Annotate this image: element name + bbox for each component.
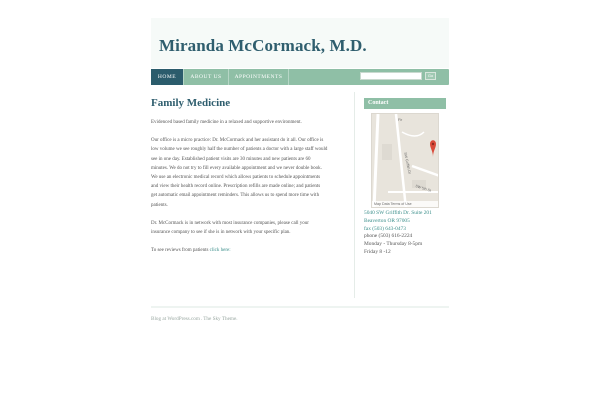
nav-item-home[interactable]: HOME [151,69,184,85]
reviews-paragraph: To see reviews from patients click here: [151,248,231,254]
hours-friday: Friday 8 -12 [364,248,391,255]
sidebar [364,98,446,257]
fax-number[interactable]: fax (503) 643-0473 [364,225,406,232]
address-line-2[interactable]: Beaverton OR 97005 [364,217,410,224]
search-input[interactable] [360,72,422,80]
address-line-1[interactable]: 5040 SW Griffith Dr. Suite 201 [364,210,432,216]
map-street-label-5th: SW 5th St [414,184,432,193]
phone-number: phone (503) 616-2224 [364,233,413,240]
insurance-paragraph: Dr. McCormack is in network with most insurance companies, please call your insurance company to see if she is in network with your specific plan. [151,220,309,236]
reviews-link[interactable]: click here: [209,248,231,254]
footer-theme-link[interactable]: The Sky Theme. [203,316,238,322]
sidebar-title-contact: Contact [364,98,446,109]
intro-paragraph: Evidenced based family medicine in a relaxed and supportive environment. [151,120,302,125]
nav-item-appointments[interactable]: APPOINTMENTS [229,69,289,85]
search-button[interactable]: Go [425,72,436,80]
hours-weekday: Monday - Thursday 8-5pm [364,241,423,248]
footer-divider [151,306,449,308]
location-map[interactable] [371,113,439,208]
map-street-label-fir: Fir [398,118,403,122]
map-street-label-griffith: SW Griffith Dr [403,152,412,175]
footer-separator: . [200,316,203,322]
site-title[interactable]: Miranda McCormack, M.D. [159,36,367,55]
column-divider [354,92,355,298]
footer-blog-link[interactable]: Blog at WordPress.com [151,316,200,322]
map-footer [372,201,438,207]
nav-item-about-us[interactable]: ABOUT US [184,69,229,85]
page-heading: Family Medicine [151,97,231,109]
practice-paragraph: Our office is a micro practice: Dr. McCormack and her assistant do it all. Our office is low volume we see roughly half the number of patients a doctor with a large staff would see in one day. Established patient visits are 30 minutes and new patients are 60 minutes. We do not try to fill every available appointment and we never double book. We use an electronic medical record which allows patients to schedule appointments and view their health record online. Prescription refills are made online; and patients get automatic email appointment reminders. This allows us to spend more time with patients. [151,138,328,208]
main-content [151,92,351,264]
map-footer-text[interactable]: Map Data Terms of Use [374,202,412,206]
site-footer [151,316,238,322]
contact-details [364,210,446,257]
main-navigation [151,69,449,85]
